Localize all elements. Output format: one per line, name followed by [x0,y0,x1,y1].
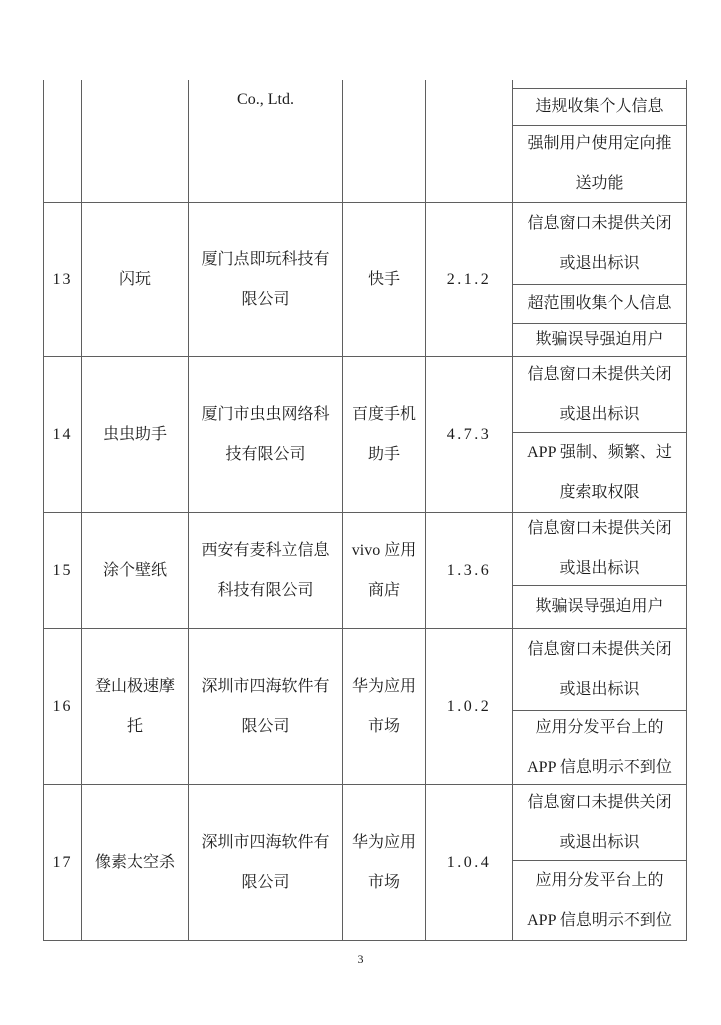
violation-item: 欺骗误导强迫用户 [513,585,686,628]
violation-item: 信息窗口未提供关闭或退出标识 [527,365,672,423]
company-cell [189,629,343,784]
violation-item: 信息窗口未提供关闭或退出标识 [527,640,672,698]
company-cell [189,203,343,356]
company-name: 深圳市四海软件有限公司 [201,833,330,891]
app-name: 闪玩 [118,270,151,288]
version-cell [426,80,513,202]
violation-item: 违规收集个人信息 [513,88,686,125]
table-row [44,80,687,203]
app-violation-table [43,80,687,941]
app-name: 像素太空杀 [94,853,175,871]
violation-item: 应用分发平台上的 APP 信息明示不到位 [513,860,686,940]
app-name-cell [82,513,189,628]
app-name-cell [82,80,189,202]
violations-cell [513,80,687,202]
company-name: Co., Ltd. [237,91,294,108]
app-store-cell [343,357,426,512]
app-store-cell [343,80,426,202]
app-store: 华为应用市场 [351,833,416,891]
company-name: 西安有麦科立信息科技有限公司 [201,541,330,599]
table-row [44,357,687,513]
app-name: 登山极速摩托 [94,677,175,735]
violations-cell [513,785,687,940]
violation-item: 信息窗口未提供关闭或退出标识 [527,520,672,577]
app-name: 虫虫助手 [102,425,167,443]
company-cell [189,513,343,628]
version: 4.7.3 [446,425,492,443]
row-index: 13 [52,270,73,288]
violation-item: APP 强制、频繁、过度索取权限 [513,432,686,512]
app-store-cell [343,785,426,940]
col-index-cell [44,629,82,784]
table-row [44,785,687,941]
app-name-cell [82,203,189,356]
version-cell [426,629,513,784]
company-name: 厦门市虫虫网络科技有限公司 [201,405,330,463]
version-cell [426,203,513,356]
col-index-cell [44,785,82,940]
app-store: 华为应用市场 [351,677,416,735]
company-cell [189,80,343,202]
table-row [44,629,687,785]
col-index-cell [44,513,82,628]
row-index: 16 [52,697,73,715]
app-name-cell [82,357,189,512]
version: 1.0.2 [446,697,492,715]
app-store-cell [343,513,426,628]
violation-item: 应用分发平台上的 APP 信息明示不到位 [513,710,686,784]
violation-item: 信息窗口未提供关闭或退出标识 [527,793,672,851]
version: 2.1.2 [446,270,492,288]
row-index: 14 [52,425,73,443]
violations-cell [513,203,687,356]
violation-item: 信息窗口未提供关闭或退出标识 [527,214,672,272]
app-store: vivo 应用商店 [351,541,417,599]
company-cell [189,785,343,940]
app-store-cell [343,203,426,356]
company-cell [189,357,343,512]
col-index-cell [44,357,82,512]
page-number: 3 [357,952,364,966]
row-index: 17 [52,853,73,871]
app-store-cell [343,629,426,784]
app-name: 涂个壁纸 [102,561,167,579]
company-name: 深圳市四海软件有限公司 [201,677,330,735]
table-row [44,203,687,357]
col-index-cell [44,203,82,356]
app-store: 百度手机助手 [351,405,416,463]
row-index: 15 [52,561,73,579]
violations-cell [513,513,687,628]
col-index-cell [44,80,82,202]
violation-item: 欺骗误导强迫用户 [513,323,686,356]
table-row [44,513,687,629]
app-store: 快手 [367,270,400,288]
violations-cell [513,357,687,512]
version: 1.0.4 [446,853,492,871]
violations-cell [513,629,687,784]
version-cell [426,357,513,512]
version: 1.3.6 [446,561,492,579]
violation-item: 强制用户使用定向推送功能 [513,125,686,202]
app-name-cell [82,629,189,784]
version-cell [426,513,513,628]
version-cell [426,785,513,940]
violation-item: 超范围收集个人信息 [513,284,686,323]
company-name: 厦门点即玩科技有限公司 [201,250,330,308]
app-name-cell [82,785,189,940]
